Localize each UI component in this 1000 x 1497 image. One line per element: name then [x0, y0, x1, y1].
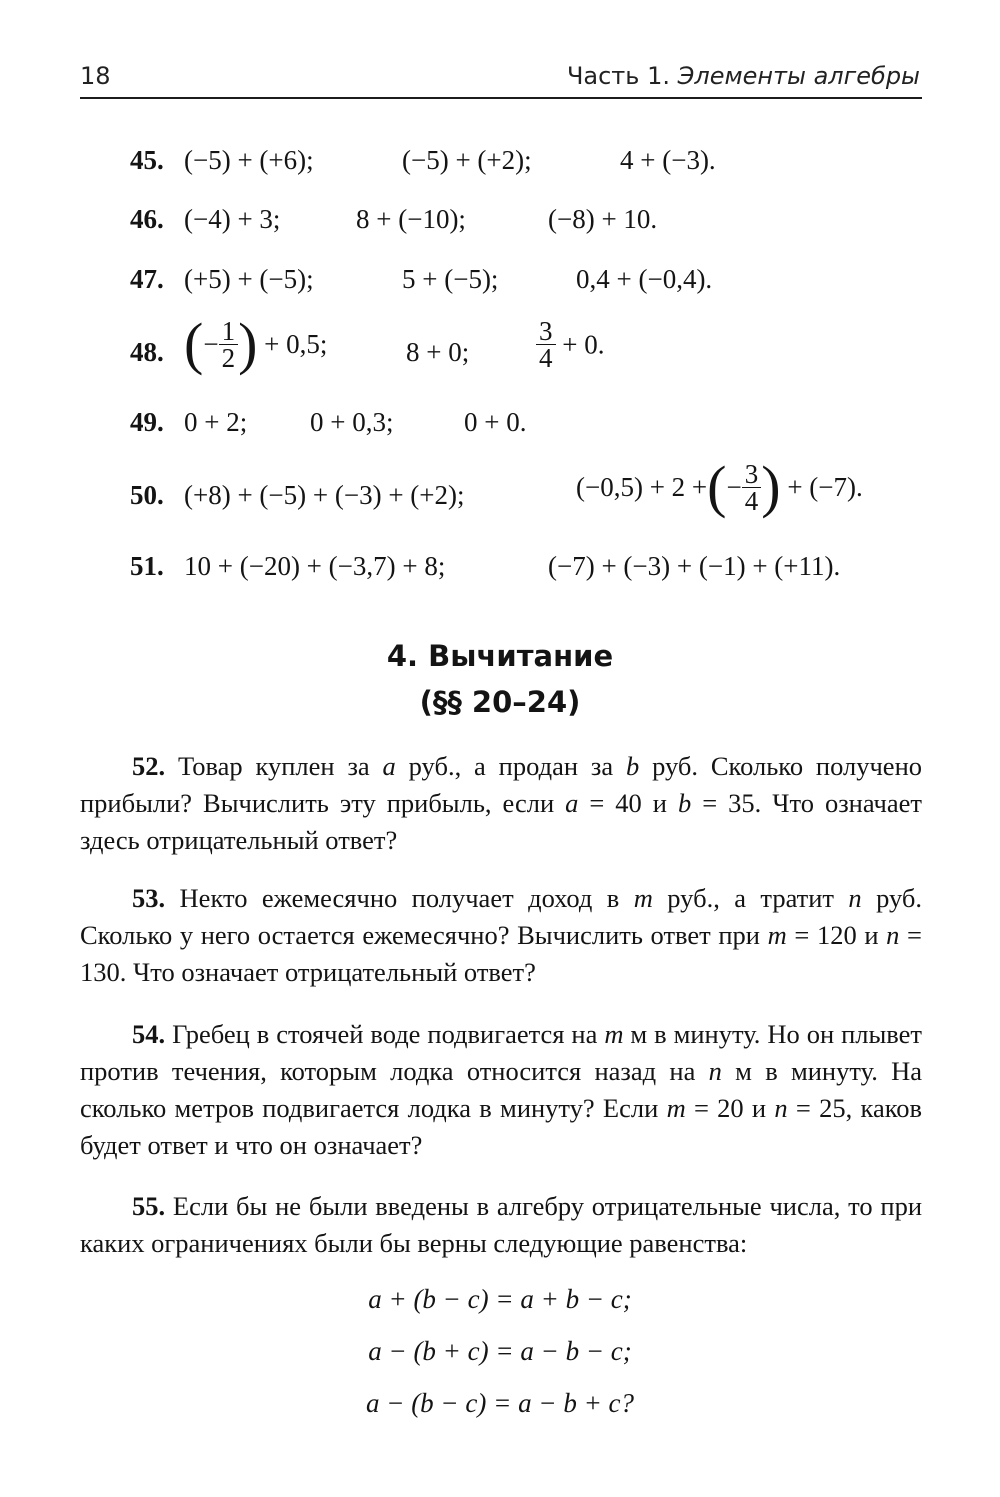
- expression: (−5) + (+2);: [402, 145, 532, 175]
- text: м в минуту. На сколько метров подвигается лодка в минуту? Если: [80, 1056, 922, 1123]
- problem-number: 51.: [130, 551, 164, 581]
- expression: (+5) + (−5);: [184, 264, 314, 294]
- variable: b: [625, 751, 640, 781]
- text: = 25, каков будет ответ и что он означает?: [80, 1093, 922, 1160]
- numerator: 3: [742, 461, 762, 488]
- text: = 120 и: [786, 920, 887, 950]
- problem-number: 47.: [130, 264, 164, 294]
- part-title: Элементы алгебры: [677, 62, 920, 90]
- variable: m: [633, 883, 653, 913]
- expression: 0,4 + (−0,4).: [576, 264, 713, 294]
- right-paren: ): [238, 311, 258, 376]
- expression-tail: + 0.: [562, 329, 605, 360]
- problem-number: 54.: [132, 1019, 166, 1049]
- text: = 20 и: [685, 1093, 775, 1123]
- page-number: 18: [80, 62, 111, 90]
- section-title: 4. Вычитание: [386, 639, 614, 673]
- problem-number: 55.: [132, 1191, 166, 1221]
- fraction: [536, 318, 556, 371]
- expression: 8 + 0;: [406, 337, 470, 367]
- problem-number: 48.: [130, 337, 164, 367]
- header-rule: [80, 97, 922, 99]
- text: руб., а продан за: [395, 751, 626, 781]
- variable: m: [767, 920, 787, 950]
- text: руб., а тратит: [652, 883, 849, 913]
- variable: a: [382, 751, 396, 781]
- text: = 40 и: [578, 788, 678, 818]
- text: Гребец в стоячей воде подвигается на: [172, 1019, 605, 1049]
- variable: a: [565, 788, 579, 818]
- running-head: [567, 62, 920, 90]
- problem-55: [80, 1188, 922, 1262]
- expression: [536, 318, 604, 371]
- text: Некто ежемесячно получает доход в: [179, 883, 634, 913]
- variable: n: [886, 920, 900, 950]
- section-subtitle: (§§ 20–24): [419, 685, 581, 719]
- equation: a − (b + c) = a − b − c;: [368, 1336, 632, 1366]
- minus-sign: −: [203, 329, 219, 359]
- expression: 8 + (−10);: [356, 204, 466, 234]
- problem-number: 46.: [130, 204, 164, 234]
- problem-number: 53.: [132, 883, 166, 913]
- problem-number: 49.: [130, 407, 164, 437]
- denominator: 4: [539, 343, 553, 373]
- expression: 10 + (−20) + (−3,7) + 8;: [184, 551, 446, 581]
- expression: [184, 311, 328, 376]
- problem-49: [130, 405, 527, 439]
- problem-51: [130, 549, 841, 583]
- text: = 35. Что означает здесь отрицательный ответ?: [80, 788, 922, 855]
- expression-tail: + 0,5;: [264, 329, 328, 359]
- fraction: [742, 458, 762, 516]
- variable: b: [677, 788, 692, 818]
- left-paren: (: [707, 454, 727, 519]
- expression-head: (−0,5) + 2 +: [576, 472, 708, 502]
- denominator: 2: [221, 342, 236, 373]
- part-label: Часть 1.: [566, 62, 670, 90]
- text: м в минуту. Но он плывет против течения, которым лодка относится назад на: [80, 1019, 922, 1086]
- expression: 0 + 0.: [464, 407, 527, 437]
- numerator: 1: [219, 318, 239, 345]
- expression: (−4) + 3;: [184, 204, 281, 234]
- fraction: [219, 315, 239, 373]
- problem-45: [130, 143, 716, 177]
- text: = 130. Что означает отрицательный ответ?: [80, 920, 922, 987]
- problem-number: 45.: [130, 145, 164, 175]
- expression: (−8) + 10.: [548, 204, 658, 234]
- expression: 4 + (−3).: [620, 145, 716, 175]
- text: руб. Сколько у него остается ежемесячно? Вычислить ответ при: [80, 883, 922, 950]
- expression: 0 + 0,3;: [310, 407, 394, 437]
- text: Товар куплен за: [178, 751, 383, 781]
- expression: 5 + (−5);: [402, 264, 499, 294]
- problem-52: [80, 748, 922, 859]
- variable: m: [666, 1093, 686, 1123]
- variable: m: [604, 1019, 624, 1049]
- equation: a − (b − c) = a − b + c?: [365, 1388, 635, 1418]
- problem-number: 50.: [130, 480, 164, 510]
- problem-47: [130, 262, 713, 296]
- equation: a + (b − c) = a + b − c;: [368, 1284, 632, 1314]
- variable: n: [708, 1056, 722, 1086]
- expression: 0 + 2;: [184, 407, 248, 437]
- right-paren: ): [761, 454, 781, 519]
- expression: (−7) + (−3) + (−1) + (+11).: [548, 551, 841, 581]
- expression: (+8) + (−5) + (−3) + (+2);: [184, 480, 465, 510]
- minus-sign: −: [726, 472, 742, 502]
- expression-tail: + (−7).: [787, 472, 863, 502]
- left-paren: (: [184, 311, 204, 376]
- text: руб. Сколько получено прибыли? Вычислить эту прибыль, если: [80, 751, 923, 818]
- text: Если бы не были введены в алгебру отрицательные числа, то при каких ограничениях были бы верны следующие равенства:: [80, 1191, 923, 1258]
- problem-54: [80, 1016, 922, 1164]
- variable: n: [774, 1093, 788, 1123]
- numerator: 3: [536, 318, 556, 345]
- problem-number: 52.: [132, 751, 166, 781]
- expression: (−5) + (+6);: [184, 145, 314, 175]
- denominator: 4: [744, 485, 759, 516]
- variable: n: [848, 883, 862, 913]
- problem-53: [80, 880, 922, 991]
- expression: [576, 454, 863, 519]
- problem-46: [130, 202, 658, 236]
